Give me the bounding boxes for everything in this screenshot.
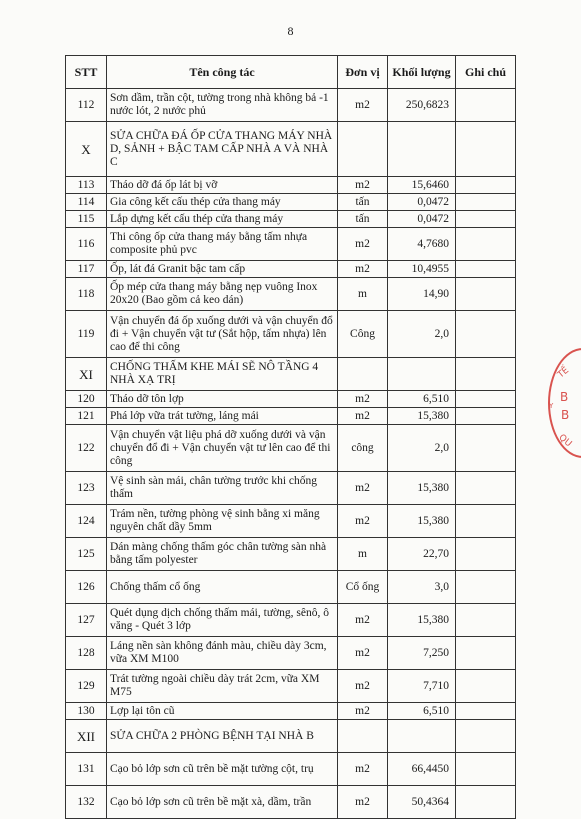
row-task: Trát tường ngoài chiều dày trát 2cm, vữa XM M75 (107, 670, 338, 703)
table-row (66, 89, 516, 122)
row-task: Láng nền sàn không đánh màu, chiều dày 3cm, vữa XM M100 (107, 637, 338, 670)
row-unit (338, 358, 388, 391)
row-quantity: 0,0472 (388, 211, 456, 228)
row-note (456, 278, 516, 311)
row-task: Chống thấm cổ ống (107, 571, 338, 604)
row-task: Sơn dầm, trần cột, tường trong nhà không bả -1 nước lót, 2 nước phủ (107, 89, 338, 122)
table-row (66, 425, 516, 472)
table-row (66, 261, 516, 278)
row-note (456, 670, 516, 703)
table-row (66, 604, 516, 637)
table-body (66, 89, 516, 819)
row-quantity (388, 720, 456, 753)
row-task: Vận chuyển vật liệu phá dỡ xuống dưới và vận chuyển đổ đi + Vận chuyển vật tư lên cao để thi công (107, 425, 338, 472)
row-task: Ốp, lát đá Granit bậc tam cấp (107, 261, 338, 278)
row-unit: m (338, 278, 388, 311)
row-task: Dán màng chống thấm góc chân tường sàn nhà bằng tấm polyester (107, 538, 338, 571)
row-stt: 131 (66, 753, 107, 786)
row-unit: m2 (338, 89, 388, 122)
row-task: Lợp lại tôn cũ (107, 703, 338, 720)
row-note (456, 211, 516, 228)
red-stamp (548, 348, 581, 458)
row-note (456, 228, 516, 261)
row-note (456, 261, 516, 278)
stamp-glyph: TẾ (556, 365, 572, 381)
row-unit: m2 (338, 786, 388, 819)
row-stt: 132 (66, 786, 107, 819)
row-note (456, 571, 516, 604)
row-quantity: 22,70 (388, 538, 456, 571)
row-task: CHỐNG THẤM KHE MÁI SẼ NÔ TẦNG 4 NHÀ XẠ TRỊ (107, 358, 338, 391)
row-stt: 122 (66, 425, 107, 472)
row-stt: 130 (66, 703, 107, 720)
row-task: SỬA CHỮA 2 PHÒNG BỆNH TẠI NHÀ B (107, 720, 338, 753)
row-task: Cạo bỏ lớp sơn cũ trên bề mặt tường cột, trụ (107, 753, 338, 786)
row-note (456, 408, 516, 425)
row-unit: công (338, 425, 388, 472)
row-unit: m2 (338, 261, 388, 278)
row-note (456, 720, 516, 753)
row-quantity: 15,6460 (388, 177, 456, 194)
row-note (456, 311, 516, 358)
row-stt: 129 (66, 670, 107, 703)
page-number: 8 (287, 24, 294, 38)
table-row (66, 122, 516, 177)
row-stt: 123 (66, 472, 107, 505)
row-note (456, 753, 516, 786)
row-stt: 113 (66, 177, 107, 194)
row-stt: 121 (66, 408, 107, 425)
header-task: Tên công tác (107, 56, 338, 89)
row-unit: tấn (338, 211, 388, 228)
row-unit: m2 (338, 505, 388, 538)
row-note (456, 358, 516, 391)
header-qty: Khối lượng (388, 56, 456, 89)
row-quantity: 6,510 (388, 703, 456, 720)
row-task: Ốp mép cửa thang máy bằng nẹp vuông Inox 20x20 (Bao gồm cả keo dán) (107, 278, 338, 311)
row-quantity: 6,510 (388, 391, 456, 408)
table-row (66, 786, 516, 819)
table-row (66, 228, 516, 261)
row-stt: X (66, 122, 107, 177)
stamp-glyph: Y (549, 402, 554, 410)
row-quantity: 15,380 (388, 472, 456, 505)
table-row (66, 538, 516, 571)
row-task: Vệ sinh sàn mái, chân tường trước khi chống thấm (107, 472, 338, 505)
table-row (66, 720, 516, 753)
row-quantity: 15,380 (388, 408, 456, 425)
table-row (66, 408, 516, 425)
row-stt: 116 (66, 228, 107, 261)
row-unit: Công (338, 311, 388, 358)
row-note (456, 538, 516, 571)
row-unit: m (338, 538, 388, 571)
table-row (66, 391, 516, 408)
row-note (456, 425, 516, 472)
row-unit: m2 (338, 670, 388, 703)
row-unit: m2 (338, 604, 388, 637)
row-stt: 124 (66, 505, 107, 538)
row-unit: m2 (338, 637, 388, 670)
row-stt: 118 (66, 278, 107, 311)
table-row (66, 753, 516, 786)
stamp-glyph: B (560, 390, 569, 404)
row-unit: m2 (338, 703, 388, 720)
row-stt: 128 (66, 637, 107, 670)
row-note (456, 604, 516, 637)
table-row (66, 177, 516, 194)
row-note (456, 786, 516, 819)
row-note (456, 637, 516, 670)
row-note (456, 505, 516, 538)
row-stt: 127 (66, 604, 107, 637)
row-stt: XI (66, 358, 107, 391)
row-stt: 114 (66, 194, 107, 211)
table-row (66, 637, 516, 670)
row-quantity: 7,710 (388, 670, 456, 703)
row-quantity: 66,4450 (388, 753, 456, 786)
row-stt: XII (66, 720, 107, 753)
table-row (66, 211, 516, 228)
row-stt: 112 (66, 89, 107, 122)
row-quantity: 2,0 (388, 311, 456, 358)
row-stt: 126 (66, 571, 107, 604)
row-quantity (388, 122, 456, 177)
work-items-table (65, 55, 516, 819)
row-note (456, 194, 516, 211)
row-unit (338, 720, 388, 753)
row-unit: Cổ ống (338, 571, 388, 604)
row-quantity: 15,380 (388, 604, 456, 637)
row-task: Trám nền, tường phòng vệ sinh bằng xi măng nguyên chất dầy 5mm (107, 505, 338, 538)
row-task: Lắp dựng kết cấu thép cửa thang máy (107, 211, 338, 228)
row-unit: m2 (338, 177, 388, 194)
row-unit: m2 (338, 228, 388, 261)
row-task: Quét dụng dịch chống thấm mái, tường, sênô, ô văng - Quét 3 lớp (107, 604, 338, 637)
table-row (66, 278, 516, 311)
row-task: Phá lớp vữa trát tường, láng mái (107, 408, 338, 425)
table-row (66, 311, 516, 358)
table-row (66, 358, 516, 391)
row-quantity: 250,6823 (388, 89, 456, 122)
row-unit: tấn (338, 194, 388, 211)
row-quantity: 50,4364 (388, 786, 456, 819)
row-task: Cạo bỏ lớp sơn cũ trên bề mặt xà, dầm, trần (107, 786, 338, 819)
stamp-glyph: QU (556, 432, 574, 450)
row-note (456, 122, 516, 177)
row-task: Tháo dỡ đá ốp lát bị vỡ (107, 177, 338, 194)
row-task: Gia công kết cấu thép cửa thang máy (107, 194, 338, 211)
row-note (456, 472, 516, 505)
row-note (456, 177, 516, 194)
header-stt: STT (66, 56, 107, 89)
row-stt: 120 (66, 391, 107, 408)
row-stt: 115 (66, 211, 107, 228)
row-note (456, 89, 516, 122)
row-note (456, 703, 516, 720)
row-quantity: 7,250 (388, 637, 456, 670)
row-task: Tháo dỡ tôn lợp (107, 391, 338, 408)
row-unit: m2 (338, 753, 388, 786)
table-header-row (66, 56, 516, 89)
row-quantity: 3,0 (388, 571, 456, 604)
row-quantity: 4,7680 (388, 228, 456, 261)
row-unit: m2 (338, 472, 388, 505)
table-row (66, 472, 516, 505)
row-task: Thi công ốp cửa thang máy bằng tấm nhựa composite phủ pvc (107, 228, 338, 261)
row-quantity: 14,90 (388, 278, 456, 311)
row-quantity: 2,0 (388, 425, 456, 472)
row-quantity: 0,0472 (388, 194, 456, 211)
row-unit: m2 (338, 391, 388, 408)
table-row (66, 505, 516, 538)
table-row (66, 571, 516, 604)
stamp-glyph: B (561, 408, 570, 422)
table-row (66, 703, 516, 720)
row-task: SỬA CHỮA ĐÁ ỐP CỬA THANG MÁY NHÀ D, SẢNH + BẬC TAM CẤP NHÀ A VÀ NHÀ C (107, 122, 338, 177)
row-unit (338, 122, 388, 177)
row-stt: 125 (66, 538, 107, 571)
row-quantity: 15,380 (388, 505, 456, 538)
row-quantity: 10,4955 (388, 261, 456, 278)
row-note (456, 391, 516, 408)
row-unit: m2 (338, 408, 388, 425)
row-task: Vận chuyển đá ốp xuống dưới và vận chuyển đổ đi + Vận chuyển vật tư (Sắt hộp, tấm nhựa) lên cao để thi công (107, 311, 338, 358)
table-row (66, 670, 516, 703)
row-stt: 117 (66, 261, 107, 278)
row-stt: 119 (66, 311, 107, 358)
header-note: Ghi chú (456, 56, 516, 89)
table-row (66, 194, 516, 211)
row-quantity (388, 358, 456, 391)
header-unit: Đơn vị (338, 56, 388, 89)
